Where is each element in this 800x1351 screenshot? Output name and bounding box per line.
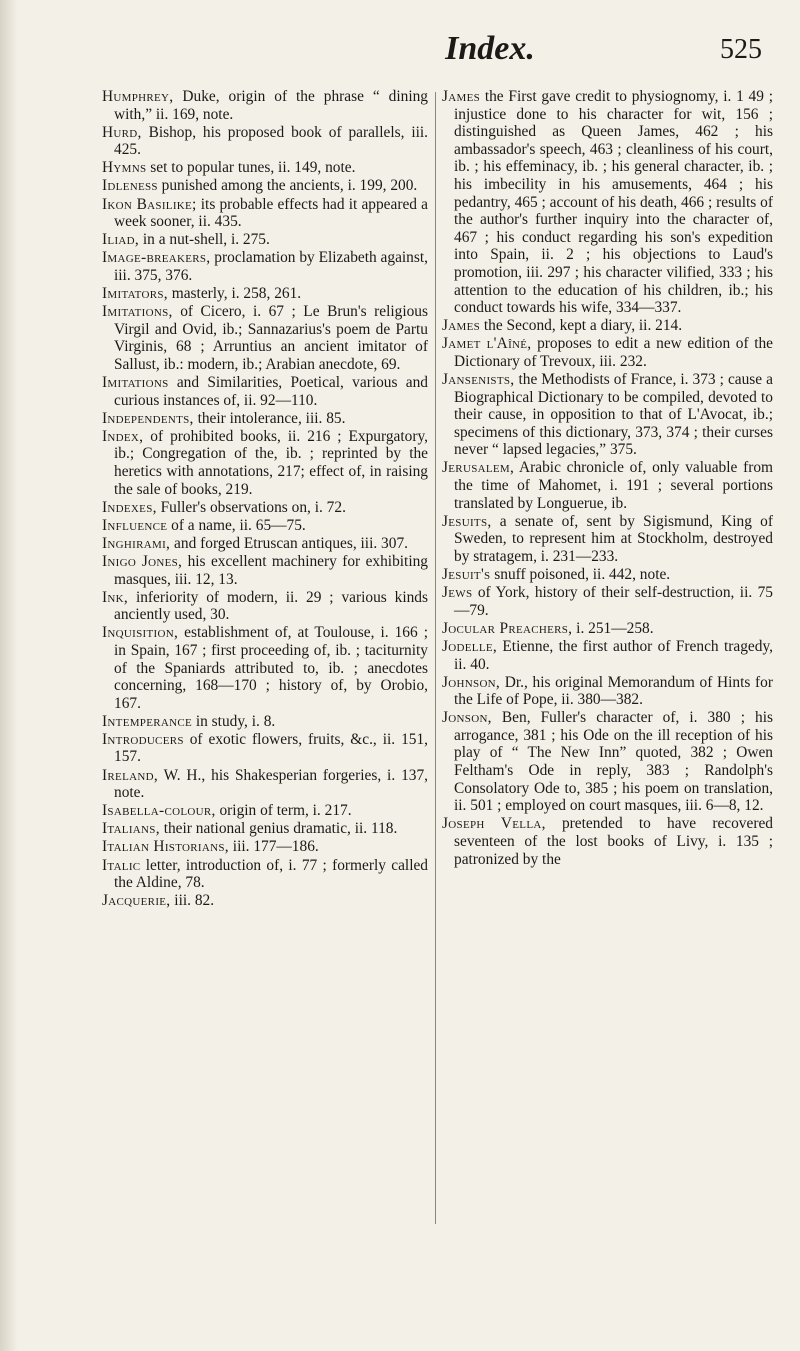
index-entry [102,88,428,123]
index-entry-text: proposes to edit a new edition of the Dictionary of Trevoux, iii. 232. [454,335,773,370]
index-entry-heading: Idleness [102,177,158,195]
index-entry-text: Fuller's observations on, i. 72. [156,498,346,516]
index-entry [102,177,428,195]
index-entry [102,517,428,535]
index-entry-text: the Methodists of France, i. 373 ; cause a Biographical Dictionary to be compiled, devoted to their cause, in opposition to that of L'Avocat, ib.; specimens of this dictionary, 373, 374 ; their curses never “ lapsed legacies,” 375. [454,371,773,459]
index-entry [102,124,428,159]
index-entry-heading: Jesuit's [442,566,491,584]
index-entry-text: iii. 82. [170,892,215,910]
index-entry-text: of Cicero, i. 67 ; Le Brun's religious Virgil and Ovid, ib.; Sannazarius's poem de Partu Virginis, 68 ; Arruntius an ancient imitator of Sallust, ib.: modern, ib.; Arabian anecdote, 69. [114,303,428,373]
index-entry-text: letter, introduction of, i. 77 ; formerly called the Aldine, 78. [114,856,428,892]
index-entry-heading: Imitators, [102,285,168,303]
index-entry [442,371,773,459]
index-entry [102,802,428,820]
index-entry [102,410,428,428]
index-entry [442,620,773,638]
index-entry [102,303,428,373]
page-binding-shadow [0,0,18,1351]
index-entry [442,674,773,709]
index-entry-text: and forged Etruscan antiques, iii. 307. [170,534,408,552]
index-entry-heading: Jodelle, [442,637,498,655]
index-entry-heading: Jesuits, [442,512,492,530]
index-entry [102,624,428,712]
index-entry-text: Duke, origin of the phrase “ dining with,” ii. 169, note. [114,88,428,123]
index-entry-heading: Jamet l'Aîné, [442,335,532,353]
index-entry-heading: Jonson, [442,709,492,727]
index-entry-text: the Second, kept a diary, ii. 214. [480,317,683,335]
index-entry-text: iii. 177—186. [228,838,319,856]
running-title: Index. [445,30,535,67]
index-entry [102,767,428,802]
index-entry-heading: Introducers [102,730,184,748]
index-entry-text: of York, history of their self-destruction, ii. 75—79. [454,584,773,619]
index-entry-heading: Independents, [102,409,194,427]
index-entry-text: their intolerance, iii. 85. [193,409,346,427]
index-entry-heading: Hurd, [102,123,142,141]
index-entry-heading: Jacquerie, [102,892,171,910]
index-entry-heading: Italians, [102,820,160,838]
index-entry [442,709,773,815]
index-entry-text: Dr., his original Memorandum of Hints for the Life of Pope, ii. 380—382. [454,673,773,709]
index-entry-text: origin of term, i. 217. [215,802,352,820]
page-header [210,28,770,78]
index-entry-heading: Index, [102,427,144,445]
index-entry-text: of a name, ii. 65—75. [167,516,306,534]
index-entry-text: and Similarities, Poetical, various and curious instances of, ii. 92—110. [114,374,428,409]
index-entry-heading: Jerusalem, [442,459,515,477]
index-entry-text: of prohibited books, ii. 216 ; Expurgatory, ib.; Congregation of the, ib. ; reprinted by the heretics with annotations, 217; effect of, in raising the sale of books, 219. [114,427,428,498]
index-entry [102,249,428,284]
index-entry-text: masterly, i. 258, 261. [167,285,302,303]
index-entry-heading: Ireland, [102,766,158,784]
index-entry-text: Arabic chronicle of, only valuable from the time of Mahomet, i. 191 ; several portions translated by Longuerue, ib. [454,459,773,512]
index-entry [442,459,773,512]
index-entry-heading: Inigo Jones, [102,552,183,570]
index-entry-text: its probable effects had it appeared a week sooner, ii. 435. [114,195,428,231]
index-entry [102,374,428,409]
index-entry [102,892,428,910]
index-entry [102,285,428,303]
index-entry-heading: Jews [442,584,473,602]
index-entry-text: set to popular tunes, ii. 149, note. [146,159,356,177]
index-entry-text: punished among the ancients, i. 199, 200. [157,177,418,195]
index-entry-heading: Indexes, [102,498,157,516]
index-entry [442,638,773,673]
index-entry-text: snuff poisoned, ii. 442, note. [490,566,671,584]
index-entry [102,589,428,624]
index-entry-heading: Jansenists, [442,371,515,388]
index-entry-heading: Johnson, [442,673,501,691]
index-entry [102,857,428,892]
index-entry [102,196,428,231]
index-entry-text: proclamation by Elizabeth against, iii. 375, 376. [114,249,428,284]
index-entry [102,231,428,249]
index-entry-text: in study, i. 8. [192,712,276,730]
index-entry-text: his excellent machinery for exhibiting masques, iii. 12, 13. [114,552,428,588]
index-entry [102,713,428,731]
index-entry-text: i. 251—258. [572,619,654,637]
index-entry-text: their national genius dramatic, ii. 118. [159,820,398,838]
index-entry [442,815,773,868]
index-entry-heading: James [442,317,481,335]
index-entry-heading: Intemperance [102,712,193,730]
column-divider [435,92,436,1224]
index-entry [102,159,428,177]
index-entry [102,499,428,517]
index-entry-heading: Inghirami, [102,534,171,552]
index-entry [102,820,428,838]
index-entry-heading: Ink, [102,588,129,606]
index-entry-text: W. H., his Shakesperian forgeries, i. 137, note. [114,766,428,802]
index-entry-heading: Ikon Basilike; [102,195,197,213]
index-column-left [102,88,428,910]
page-number: 525 [720,34,762,65]
index-entry-heading: Image-breakers, [102,249,211,267]
index-entry-text: a senate of, sent by Sigismund, King of Sweden, to represent him at Stockholm, destroyed by stratagem, i. 231—233. [454,512,773,565]
index-entry [442,566,773,584]
index-entry-heading: Hymns [102,159,147,177]
index-entry [442,584,773,619]
index-entry [442,317,773,335]
index-entry-text: inferiority of modern, ii. 29 ; various kinds anciently used, 30. [114,588,428,624]
index-entry-heading: Inquisition, [102,624,179,642]
index-entry-heading: Imitations, [102,303,173,321]
index-entry [102,553,428,588]
index-entry-text: Bishop, his proposed book of parallels, iii. 425. [114,123,428,159]
index-entry-heading: Joseph Vella, [442,815,546,833]
index-entry [102,535,428,553]
index-entry [102,731,428,766]
index-entry-text: the First gave credit to physiognomy, i. 1 49 ; injustice done to his character for wit, 156 ; distinguished as Queen James, 462 ; his ambassador's speech, 463 ; cleanliness of his court, ib. ; his effeminacy, ib. ; his general character, ib. ; his imbecility in his amusements, 464 ; his pedantry, 465 ; account of his death, 466 ; results of the author's further inquiry into the character of, 467 ; his conduct regarding his son's expedition into Spain, ii. 2 ; his objections to Laud's promotion, iii. 297 ; his character vilified, 333 ; his attention to the education of his children, ib.; his conduct towards his wife, 334—337. [454,88,773,317]
index-entry-text: pretended to have recovered seventeen of the lost books of Livy, i. 135 ; patronized by the [454,815,773,868]
index-entry-heading: Iliad, [102,231,140,249]
index-entry-text: of exotic flowers, fruits, &c., ii. 151, 157. [114,730,428,766]
index-entry-text: in a nut-shell, i. 275. [139,231,270,249]
index-entry [102,428,428,498]
index-entry-heading: Isabella-colour, [102,802,216,820]
index-entry-heading: James [442,88,481,105]
index-entry-text: establishment of, at Toulouse, i. 166 ; in Spain, 167 ; first proceeding of, ib. ; taciturnity of the Spaniards attributed to, ib. ; anecdotes concerning, 168—170 ; history of, by Orobio, 167. [114,624,428,712]
index-entry [442,335,773,370]
index-column-right [442,88,773,869]
index-entry-heading: Italic [102,856,141,874]
index-entry-heading: Influence [102,516,168,534]
index-entry-heading: Jocular Preachers, [442,619,573,637]
index-entry-text: Etienne, the first author of French tragedy, ii. 40. [454,637,773,673]
index-entry-heading: Imitations [102,374,169,391]
index-entry-heading: Italian Historians, [102,838,229,856]
index-entry [442,88,773,317]
index-entry-heading: Humphrey, [102,88,174,105]
index-entry [102,838,428,856]
index-entry-text: Ben, Fuller's character of, i. 380 ; his arrogance, 381 ; his Ode on the ill reception of his play of “ The New Inn” quoted, 382 ; Owen Feltham's Ode in reply, 383 ; Randolph's Consolatory Ode to, 385 ; his poem on translation, ii. 501 ; employed on court masques, iii. 6—8, 12. [454,709,773,815]
index-entry [442,513,773,566]
